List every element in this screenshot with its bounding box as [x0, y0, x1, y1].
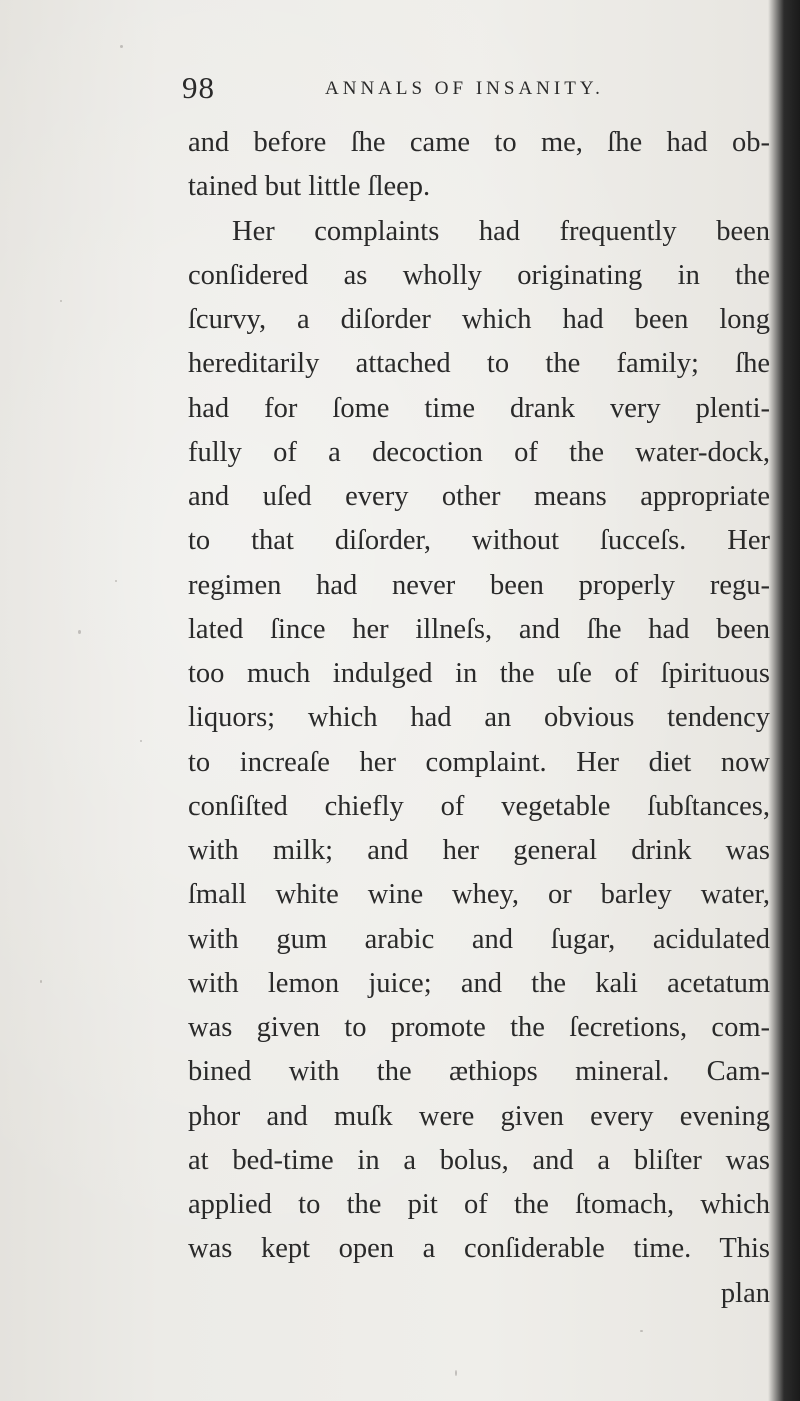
text-line: lated ſince her illneſs, and ſhe had been [188, 613, 770, 645]
text-line: regimen had never been properly regu- [188, 569, 770, 601]
text-line: with lemon juice; and the kali acetatum [188, 967, 770, 999]
paragraph-start-line: Her complaints had frequently been [232, 215, 770, 247]
text-line: was given to promote the ſecretions, com- [188, 1012, 770, 1043]
paper-speck [115, 580, 117, 582]
paper-speck [40, 980, 42, 983]
text-line: ſmall white wine whey, or barley water, [188, 879, 770, 911]
paper-speck [60, 300, 62, 302]
text-line: conſiſted chiefly of vegetable ſubſtances, [188, 790, 770, 822]
paper-speck [640, 1330, 643, 1332]
text-line: and before ſhe came to me, ſhe had ob- [188, 127, 770, 158]
page-header [182, 70, 682, 110]
catchword: plan [720, 1277, 770, 1309]
text-line: hereditarily attached to the family; ſhe [188, 348, 770, 380]
paper-speck [140, 740, 142, 742]
text-line: with milk; and her general drink was [188, 835, 770, 866]
text-line: phor and muſk were given every evening [188, 1100, 770, 1132]
text-line: had for ſome time drank very plenti- [188, 392, 770, 424]
page-number: 98 [182, 70, 215, 105]
running-title: ANNALS OF INSANITY. [325, 78, 604, 99]
text-line: and uſed every other means appropriate [188, 481, 770, 512]
paper-speck [120, 45, 123, 48]
text-line: at bed-time in a bolus, and a bliſter was [188, 1144, 770, 1176]
text-line: conſidered as wholly originating in the [188, 259, 770, 291]
text-line: tained but little ſleep. [188, 171, 431, 203]
body-text [188, 121, 770, 1316]
text-line: fully of a decoction of the water-dock, [188, 436, 770, 468]
text-line: was kept open a conſiderable time. This [188, 1233, 770, 1265]
text-line: liquors; which had an obvious tendency [188, 702, 770, 734]
text-line: ſcurvy, a diſorder which had been long [188, 304, 770, 335]
paper-speck [78, 630, 81, 634]
text-line: applied to the pit of the ſtomach, which [188, 1189, 770, 1220]
text-line: bined with the æthiops mineral. Cam- [188, 1056, 770, 1088]
text-line: to that diſorder, without ſucceſs. Her [188, 525, 770, 557]
paper-speck [455, 1370, 457, 1376]
text-line: to increaſe her complaint. Her diet now [188, 746, 770, 778]
text-line: with gum arabic and ſugar, acidulated [188, 923, 770, 955]
text-line: too much indulged in the uſe of ſpirituous [188, 658, 770, 689]
